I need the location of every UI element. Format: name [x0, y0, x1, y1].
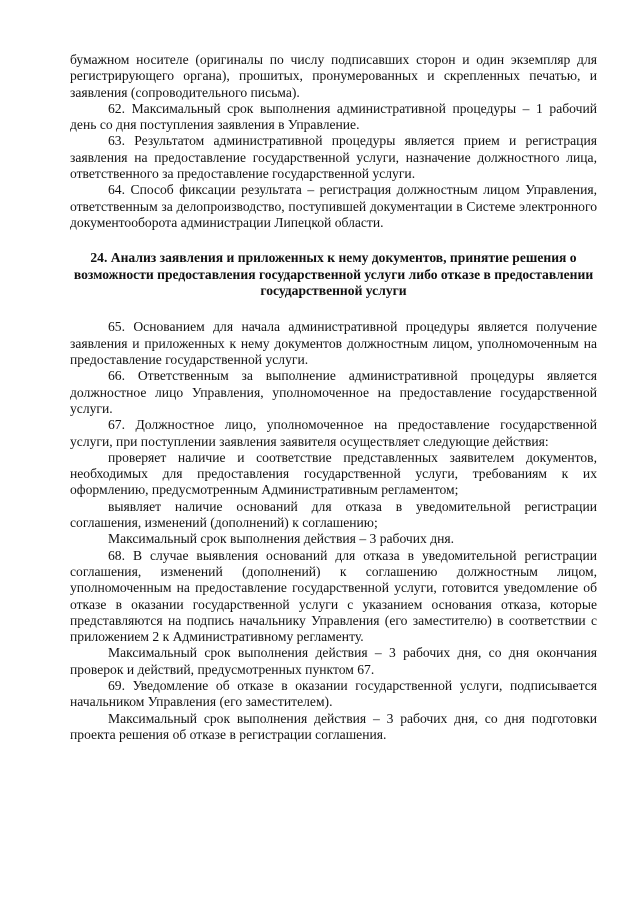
- paragraph-69-deadline: Максимальный срок выполнения действия – 3 рабочих дня, со дня подготовки проекта решения об отказе в регистрации соглашения.: [70, 710, 597, 742]
- paragraph-65: 65. Основанием для начала административной процедуры является получение заявления и приложенных к нему документов должностным лицом, уполномоченным на предоставление государственной услуги.: [70, 319, 597, 368]
- paragraph-67-item-grounds: выявляет наличие оснований для отказа в уведомительной регистрации соглашения, изменений (дополнений) к соглашению;: [70, 498, 597, 531]
- section-heading: 24. Анализ заявления и приложенных к нему документов, принятие решения о возможности предоставления государственной услуги либо отказе в предоставлении государственной услуги: [73, 250, 594, 299]
- paragraph-68-deadline: Максимальный срок выполнения действия – 3 рабочих дня, со дня окончания проверок и действий, предусмотренных пунктом 67.: [70, 645, 597, 677]
- paragraph-67-deadline: Максимальный срок выполнения действия – 3 рабочих дня.: [108, 531, 455, 547]
- paragraph-66: 66. Ответственным за выполнение административной процедуры является должностное лицо Управления, уполномоченное на предоставление государственной услуги.: [70, 368, 597, 416]
- paragraph-continuation: бумажном носителе (оригиналы по числу подписавших сторон и один экземпляр для регистрирующего органа), прошитых, пронумерованных и скрепленных печатью, и заявления (сопроводительного письма).: [70, 52, 597, 100]
- paragraph-69: 69. Уведомление об отказе в оказании государственной услуги, подписывается начальником Управления (его заместителем).: [70, 678, 597, 710]
- paragraph-group-top: [70, 52, 597, 231]
- paragraph-67-item-check: проверяет наличие и соответствие представленных заявителем документов, необходимых для предоставления государственной услуги, требованиям к их оформлению, предусмотренным Административным регламентом;: [70, 449, 597, 498]
- paragraph-63: 63. Результатом административной процедуры является прием и регистрация заявления на предоставление государственной услуги, назначение должностного лица, ответственного за предоставление государственной услуги.: [70, 133, 597, 182]
- paragraph-group-bottom: [70, 319, 597, 743]
- paragraph-64: 64. Способ фиксации результата – регистрация должностным лицом Управления, ответственным за делопроизводство, поступившей документации в Системе электронного документооборота администрации Липецкой области.: [70, 182, 597, 230]
- paragraph-67: 67. Должностное лицо, уполномоченное на предоставление государственной услуги, при поступлении заявления заявителя осуществляет следующие действия:: [70, 417, 597, 449]
- document-body: [70, 52, 597, 743]
- paragraph-68: 68. В случае выявления оснований для отказа в уведомительной регистрации соглашения, изменений (дополнений) к соглашению должностным лицом, уполномоченным на предоставление государственной услуги, готовится уведомление об отказе в оказании государственной услуги с указанием основания отказа, которые представляются на подпись начальнику Управления (его заместителю) в соответствии с приложением 2 к Административному регламенту.: [70, 547, 597, 645]
- paragraph-62: 62. Максимальный срок выполнения административной процедуры – 1 рабочий день со дня поступления заявления в Управление.: [70, 100, 597, 133]
